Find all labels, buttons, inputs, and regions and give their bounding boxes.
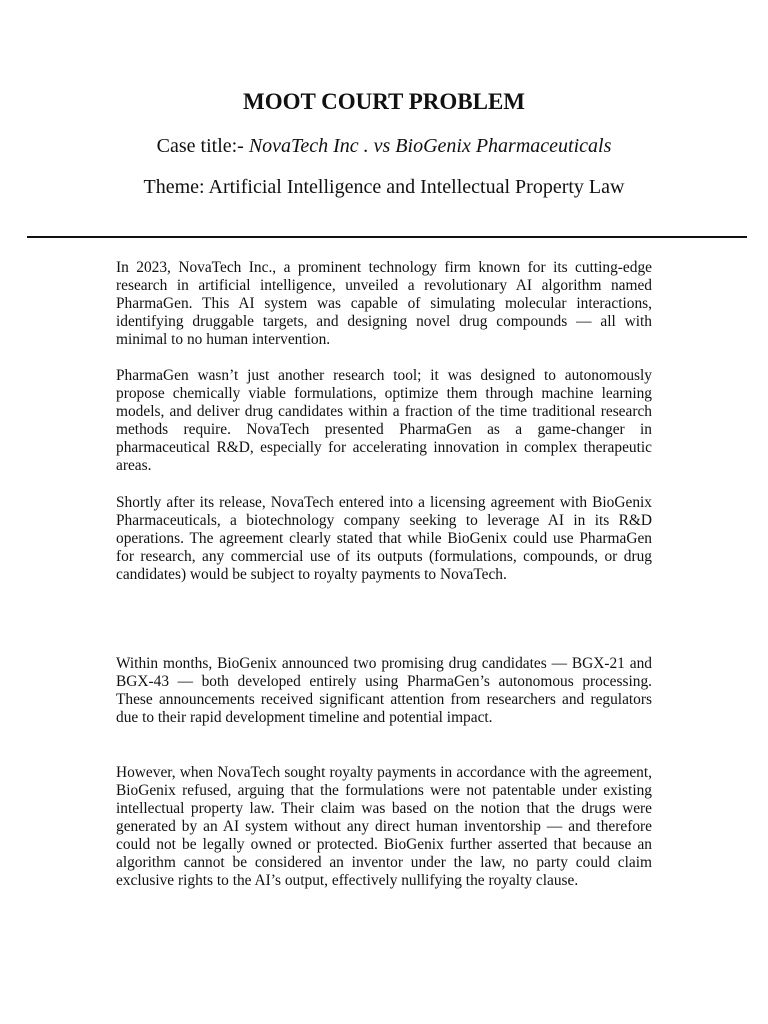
paragraph-1: In 2023, NovaTech Inc., a prominent technology firm known for its cutting-edge research in artificial intelligence, unveiled a revolutionary AI algorithm named PharmaGen. This AI system was capable of simulating molecular interactions, identifying druggable targets, and designing novel drug compounds — all with minimal to no human intervention. bbox=[116, 259, 652, 348]
paragraph-4: Within months, BioGenix announced two promising drug candidates — BGX-21 and BGX-43 — both developed entirely using PharmaGen’s autonomous processing. These announcements received significant attention from researchers and regulators due to their rapid development timeline and potential impact. bbox=[116, 655, 652, 726]
case-title-label: Case title:- bbox=[156, 135, 249, 157]
paragraph-3: Shortly after its release, NovaTech entered into a licensing agreement with BioGenix Pharmaceuticals, a biotechnology company seeking to leverage AI in its R&D operations. The agreement clearly stated that while BioGenix could use PharmaGen for research, any commercial use of its outputs (formulations, compounds, or drug candidates) would be subject to royalty payments to NovaTech. bbox=[116, 494, 652, 583]
paragraph-2: PharmaGen wasn’t just another research tool; it was designed to autonomously propose chemically viable formulations, optimize them through machine learning models, and deliver drug candidates within a fraction of the time traditional research methods require. NovaTech presented PharmaGen as a game-changer in pharmaceutical R&D, especially for accelerating innovation in complex therapeutic areas. bbox=[116, 367, 652, 474]
page-title: MOOT COURT PROBLEM bbox=[242, 89, 526, 114]
theme-line: Theme: Artificial Intelligence and Intellectual Property Law bbox=[143, 176, 625, 198]
case-title bbox=[0, 133, 768, 159]
paragraph-5: However, when NovaTech sought royalty payments in accordance with the agreement, BioGenix refused, arguing that the formulations were not patentable under existing intellectual property law. Their claim was based on the notion that the drugs were generated by an AI system without any direct human inventorship — and therefore could not be legally owned or protected. BioGenix further asserted that because an algorithm cannot be considered an inventor under the law, no party could claim exclusive rights to the AI’s output, effectively nullifying the royalty clause. bbox=[116, 764, 652, 889]
case-parties: NovaTech Inc . vs BioGenix Pharmaceuticals bbox=[248, 135, 612, 157]
horizontal-divider bbox=[27, 236, 747, 238]
